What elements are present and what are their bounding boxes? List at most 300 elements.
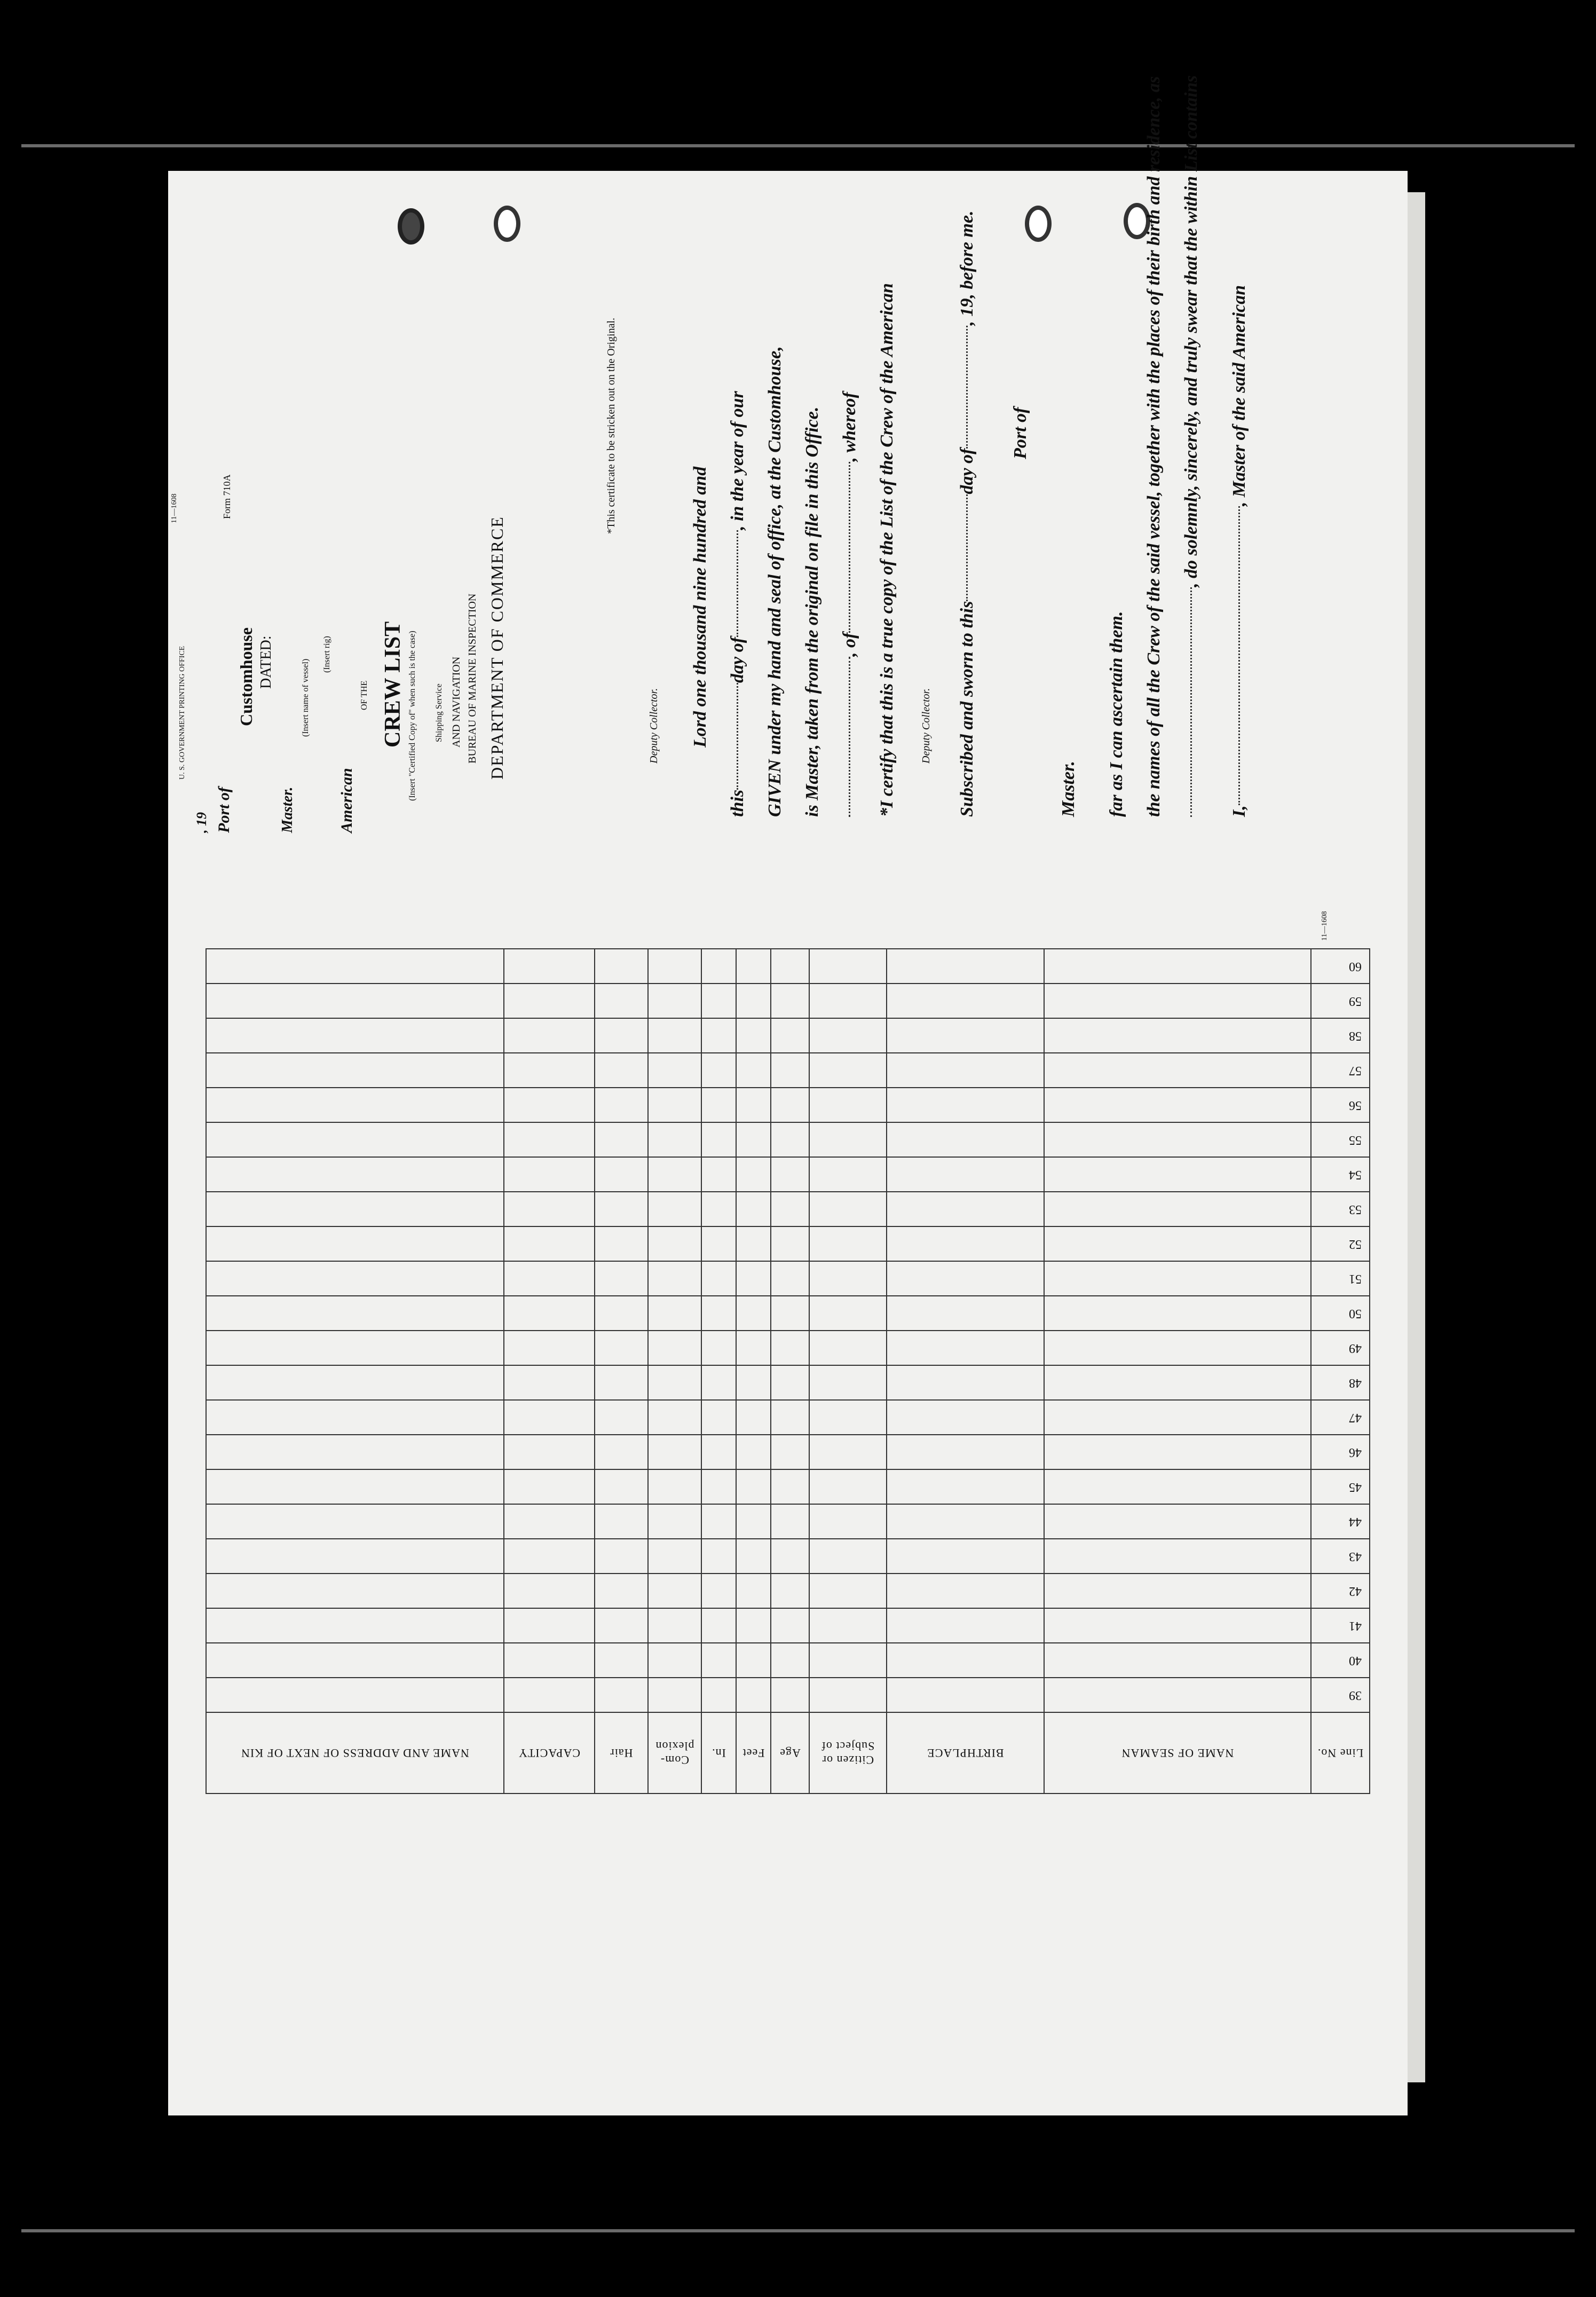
line-number: 41 bbox=[1311, 1608, 1370, 1643]
table-cell bbox=[206, 1018, 504, 1053]
table-cell bbox=[771, 1678, 809, 1712]
table-cell bbox=[887, 1296, 1044, 1331]
table-cell bbox=[771, 1574, 809, 1608]
line-number: 40 bbox=[1311, 1643, 1370, 1678]
table-cell bbox=[504, 1435, 595, 1469]
table-cell bbox=[809, 949, 887, 984]
table-cell bbox=[648, 1539, 701, 1574]
table-cell bbox=[771, 1504, 809, 1539]
crew-table bbox=[168, 945, 1408, 1794]
table-row bbox=[206, 1469, 1370, 1504]
table-row bbox=[206, 1192, 1370, 1226]
crew-list-title: CREW LIST bbox=[381, 621, 405, 748]
table-cell bbox=[504, 1192, 595, 1226]
table-cell bbox=[771, 949, 809, 984]
table-cell bbox=[771, 984, 809, 1018]
table-cell bbox=[736, 1643, 771, 1678]
line-number: 48 bbox=[1311, 1365, 1370, 1400]
table-cell bbox=[736, 949, 771, 984]
table-cell bbox=[595, 949, 648, 984]
table-cell bbox=[206, 1539, 504, 1574]
header-age: Age bbox=[771, 1712, 809, 1793]
table-row bbox=[206, 1435, 1370, 1469]
table-cell bbox=[1044, 984, 1311, 1018]
table-cell bbox=[1044, 1400, 1311, 1435]
line-number: 53 bbox=[1311, 1192, 1370, 1226]
table-cell bbox=[1044, 1574, 1311, 1608]
table-cell bbox=[504, 1261, 595, 1296]
table-cell bbox=[595, 1331, 648, 1365]
table-cell bbox=[771, 1365, 809, 1400]
table-row bbox=[206, 1400, 1370, 1435]
scan-line-top bbox=[21, 144, 1575, 147]
table-cell bbox=[887, 1400, 1044, 1435]
header-birthplace: BIRTHPLACE bbox=[887, 1712, 1044, 1793]
line-number: 57 bbox=[1311, 1053, 1370, 1088]
table-cell bbox=[809, 984, 887, 1018]
table-cell bbox=[809, 1088, 887, 1122]
table-cell bbox=[206, 1643, 504, 1678]
table-cell bbox=[809, 1539, 887, 1574]
table-cell bbox=[206, 1400, 504, 1435]
table-cell bbox=[1044, 1018, 1311, 1053]
table-cell bbox=[809, 1435, 887, 1469]
table-cell bbox=[736, 1053, 771, 1088]
table-cell bbox=[771, 1192, 809, 1226]
table-cell bbox=[736, 1678, 771, 1712]
table-cell bbox=[504, 1018, 595, 1053]
document-page bbox=[168, 75, 1408, 2115]
table-cell bbox=[504, 984, 595, 1018]
line-number: 39 bbox=[1311, 1678, 1370, 1712]
table-cell bbox=[736, 1435, 771, 1469]
table-cell bbox=[701, 1504, 736, 1539]
table-cell bbox=[206, 1678, 504, 1712]
table-cell bbox=[809, 1296, 887, 1331]
table-cell bbox=[771, 1018, 809, 1053]
table-cell bbox=[1044, 1643, 1311, 1678]
print-code: 11—1608 bbox=[170, 493, 178, 523]
table-cell bbox=[648, 1296, 701, 1331]
table-cell bbox=[771, 1296, 809, 1331]
table-cell bbox=[736, 1331, 771, 1365]
cert-line-3: is Master, taken from the original on file in this Office. bbox=[802, 406, 822, 817]
table-cell bbox=[887, 1088, 1044, 1122]
table-cell bbox=[701, 1608, 736, 1643]
table-cell bbox=[504, 1643, 595, 1678]
table-cell bbox=[595, 1157, 648, 1192]
table-cell bbox=[206, 1435, 504, 1469]
table-cell bbox=[504, 1053, 595, 1088]
table-cell bbox=[887, 1192, 1044, 1226]
line-number: 47 bbox=[1311, 1400, 1370, 1435]
table-cell bbox=[887, 1469, 1044, 1504]
cover-panel bbox=[222, 176, 233, 817]
table-cell bbox=[771, 1053, 809, 1088]
table-cell bbox=[887, 1435, 1044, 1469]
header-line-no: Line No. bbox=[1311, 1712, 1370, 1793]
table-row bbox=[206, 1643, 1370, 1678]
table-cell bbox=[504, 1574, 595, 1608]
header-hair: Hair bbox=[595, 1712, 648, 1793]
table-cell bbox=[206, 949, 504, 984]
table-cell bbox=[809, 1192, 887, 1226]
table-cell bbox=[1044, 1088, 1311, 1122]
table-cell bbox=[648, 1088, 701, 1122]
line-number: 56 bbox=[1311, 1088, 1370, 1122]
table-cell bbox=[701, 984, 736, 1018]
table-cell bbox=[701, 1435, 736, 1469]
insert-note: (Insert "Certified Copy of" when such is the case) bbox=[408, 631, 417, 801]
table-cell bbox=[648, 1365, 701, 1400]
table-cell bbox=[771, 1608, 809, 1643]
table-row bbox=[206, 1608, 1370, 1643]
table-cell bbox=[1044, 1365, 1311, 1400]
table-cell bbox=[206, 1261, 504, 1296]
table-cell bbox=[648, 1643, 701, 1678]
table-cell bbox=[648, 1400, 701, 1435]
table-cell bbox=[206, 1331, 504, 1365]
table-row bbox=[206, 1018, 1370, 1053]
table-cell bbox=[595, 1192, 648, 1226]
table-cell bbox=[504, 1331, 595, 1365]
table-cell bbox=[648, 1435, 701, 1469]
table-cell bbox=[595, 1261, 648, 1296]
oath-line-1: I,, Master of the said American bbox=[1229, 285, 1249, 817]
line-number: 55 bbox=[1311, 1122, 1370, 1157]
oath-port: Port of bbox=[1010, 407, 1030, 459]
table-cell bbox=[809, 1574, 887, 1608]
form-number: Form 710A bbox=[222, 474, 232, 519]
table-cell bbox=[206, 1365, 504, 1400]
table-cell bbox=[701, 1365, 736, 1400]
line-number: 52 bbox=[1311, 1226, 1370, 1261]
table-cell bbox=[736, 1365, 771, 1400]
line-number: 51 bbox=[1311, 1261, 1370, 1296]
table-row bbox=[206, 1053, 1370, 1088]
table-cell bbox=[887, 949, 1044, 984]
cert-footnote: *This certificate to be stricken out on the Original. bbox=[605, 318, 617, 534]
oath-line-3: the names of all the Crew of the said vessel, together with the places of their birth and residence, as bbox=[1144, 76, 1164, 817]
table-cell bbox=[736, 1469, 771, 1504]
table-cell bbox=[206, 1192, 504, 1226]
table-cell bbox=[648, 1574, 701, 1608]
bureau-line-2: AND NAVIGATION bbox=[451, 656, 462, 748]
table-cell bbox=[736, 1539, 771, 1574]
table-cell bbox=[504, 1469, 595, 1504]
table-cell bbox=[648, 949, 701, 984]
line-number: 45 bbox=[1311, 1469, 1370, 1504]
table-cell bbox=[887, 1678, 1044, 1712]
table-row bbox=[206, 1574, 1370, 1608]
table-print-code: 11—1608 bbox=[1321, 911, 1329, 941]
oath-sworn: Subscribed and sworn to thisday of, 19, before me. bbox=[957, 210, 977, 817]
table-cell bbox=[887, 1539, 1044, 1574]
table-cell bbox=[595, 1504, 648, 1539]
cover-year: , 19 bbox=[194, 812, 209, 833]
table-cell bbox=[809, 1053, 887, 1088]
table-cell bbox=[1044, 1608, 1311, 1643]
table-cell bbox=[206, 1053, 504, 1088]
table-cell bbox=[701, 1469, 736, 1504]
header-in: In. bbox=[701, 1712, 736, 1793]
table-cell bbox=[701, 1088, 736, 1122]
department-title: DEPARTMENT OF COMMERCE bbox=[487, 516, 507, 780]
oath-master: Master. bbox=[1058, 761, 1078, 817]
table-cell bbox=[701, 1192, 736, 1226]
table-cell bbox=[701, 1122, 736, 1157]
rotated-content bbox=[168, 75, 1408, 2115]
insert-name: (Insert name of vessel) bbox=[301, 658, 310, 737]
cert-deputy: Deputy Collector. bbox=[648, 688, 660, 764]
oath-line-4: far as I can ascertain them. bbox=[1107, 611, 1126, 817]
table-row bbox=[206, 1122, 1370, 1157]
table-cell bbox=[1044, 1261, 1311, 1296]
table-cell bbox=[887, 1226, 1044, 1261]
table-cell bbox=[771, 1331, 809, 1365]
table-cell bbox=[701, 1226, 736, 1261]
cert-line-1: *I certify that this is a true copy of the List of the Crew of the American bbox=[877, 283, 897, 817]
table-cell bbox=[648, 1678, 701, 1712]
table-cell bbox=[701, 1261, 736, 1296]
table-cell bbox=[1044, 1678, 1311, 1712]
table-cell bbox=[771, 1643, 809, 1678]
table-cell bbox=[504, 1226, 595, 1261]
table-cell bbox=[1044, 1539, 1311, 1574]
table-cell bbox=[595, 1088, 648, 1122]
table-cell bbox=[701, 1400, 736, 1435]
table-cell bbox=[595, 1296, 648, 1331]
table-row bbox=[206, 1331, 1370, 1365]
table-cell bbox=[887, 1643, 1044, 1678]
table-cell bbox=[736, 1400, 771, 1435]
line-number: 58 bbox=[1311, 1018, 1370, 1053]
line-number: 50 bbox=[1311, 1296, 1370, 1331]
table-cell bbox=[595, 1122, 648, 1157]
table-cell bbox=[736, 984, 771, 1018]
table-cell bbox=[809, 1469, 887, 1504]
table-cell bbox=[1044, 1157, 1311, 1192]
table-cell bbox=[887, 1261, 1044, 1296]
line-number: 43 bbox=[1311, 1539, 1370, 1574]
line-number: 46 bbox=[1311, 1435, 1370, 1469]
table-row bbox=[206, 1539, 1370, 1574]
scan-line-bottom bbox=[21, 2229, 1575, 2232]
table-cell bbox=[736, 1504, 771, 1539]
table-cell bbox=[1044, 1226, 1311, 1261]
header-feet: Feet bbox=[736, 1712, 771, 1793]
table-row bbox=[206, 984, 1370, 1018]
table-cell bbox=[809, 1504, 887, 1539]
table-cell bbox=[736, 1122, 771, 1157]
table-cell bbox=[771, 1088, 809, 1122]
table-cell bbox=[701, 1643, 736, 1678]
table-cell bbox=[648, 1018, 701, 1053]
table-row bbox=[206, 1157, 1370, 1192]
table-cell bbox=[206, 1296, 504, 1331]
table-cell bbox=[504, 1678, 595, 1712]
table-row bbox=[206, 1226, 1370, 1261]
table-cell bbox=[595, 1643, 648, 1678]
table-cell bbox=[736, 1226, 771, 1261]
line-number: 42 bbox=[1311, 1574, 1370, 1608]
table-cell bbox=[648, 1053, 701, 1088]
table-row bbox=[206, 1088, 1370, 1122]
table-cell bbox=[648, 1122, 701, 1157]
table-cell bbox=[595, 1608, 648, 1643]
header-next-of-kin: NAME AND ADDRESS OF NEXT OF KIN bbox=[206, 1712, 504, 1793]
table-cell bbox=[736, 1192, 771, 1226]
table-cell bbox=[206, 1504, 504, 1539]
cert-line-6: Lord one thousand nine hundred and bbox=[690, 466, 710, 748]
table-cell bbox=[701, 1157, 736, 1192]
table-cell bbox=[887, 1018, 1044, 1053]
table-cell bbox=[206, 1574, 504, 1608]
table-cell bbox=[701, 1539, 736, 1574]
table-cell bbox=[595, 1400, 648, 1435]
table-cell bbox=[736, 1608, 771, 1643]
table-cell bbox=[809, 1331, 887, 1365]
table-cell bbox=[504, 1122, 595, 1157]
table-cell bbox=[887, 1365, 1044, 1400]
table-cell bbox=[771, 1261, 809, 1296]
table-cell bbox=[809, 1365, 887, 1400]
table-cell bbox=[736, 1574, 771, 1608]
table-row bbox=[206, 1504, 1370, 1539]
table-cell bbox=[504, 1504, 595, 1539]
table-cell bbox=[206, 1469, 504, 1504]
cert-line-2: , of, whereof bbox=[841, 392, 859, 817]
table-cell bbox=[595, 1469, 648, 1504]
header-name: NAME OF SEAMAN bbox=[1044, 1712, 1311, 1793]
line-number: 49 bbox=[1311, 1331, 1370, 1365]
table-cell bbox=[736, 1296, 771, 1331]
table-cell bbox=[595, 984, 648, 1018]
table-cell bbox=[809, 1122, 887, 1157]
table-cell bbox=[595, 1574, 648, 1608]
header-complexion: Com- plexion bbox=[648, 1712, 701, 1793]
table-cell bbox=[736, 1261, 771, 1296]
table-cell bbox=[504, 949, 595, 984]
table-cell bbox=[887, 1331, 1044, 1365]
table-cell bbox=[887, 1157, 1044, 1192]
table-cell bbox=[206, 1608, 504, 1643]
bureau-line-1: BUREAU OF MARINE INSPECTION bbox=[467, 593, 478, 764]
oath-section bbox=[168, 75, 1408, 940]
table-cell bbox=[701, 1053, 736, 1088]
table-cell bbox=[809, 1643, 887, 1678]
table-cell bbox=[595, 1018, 648, 1053]
cover-port-of: Port of bbox=[215, 787, 233, 833]
table-cell bbox=[771, 1122, 809, 1157]
table-cell bbox=[809, 1608, 887, 1643]
table-cell bbox=[1044, 1192, 1311, 1226]
table-cell bbox=[1044, 949, 1311, 984]
oath-line-2: , do solemnly, sincerely, and truly swear that the within List contains bbox=[1182, 75, 1200, 817]
table-cell bbox=[206, 1157, 504, 1192]
table-cell bbox=[504, 1088, 595, 1122]
table-cell bbox=[1044, 1469, 1311, 1504]
cover-american: American bbox=[338, 768, 355, 833]
table-cell bbox=[648, 1504, 701, 1539]
table-cell bbox=[809, 1157, 887, 1192]
table-cell bbox=[504, 1157, 595, 1192]
table-cell bbox=[1044, 1435, 1311, 1469]
table-row bbox=[206, 949, 1370, 984]
table-cell bbox=[648, 1157, 701, 1192]
table-cell bbox=[648, 1261, 701, 1296]
table-cell bbox=[504, 1608, 595, 1643]
table-cell bbox=[701, 949, 736, 984]
cover-master: Master. bbox=[279, 786, 296, 833]
table-cell bbox=[595, 1226, 648, 1261]
table-cell bbox=[887, 984, 1044, 1018]
cert-line-5: thisday of, in the year of our bbox=[728, 391, 747, 817]
table-cell bbox=[701, 1018, 736, 1053]
table-cell bbox=[701, 1296, 736, 1331]
table-cell bbox=[1044, 1504, 1311, 1539]
table-cell bbox=[648, 1469, 701, 1504]
printer: U. S. GOVERNMENT PRINTING OFFICE bbox=[178, 646, 186, 780]
table-cell bbox=[771, 1400, 809, 1435]
dated-label: DATED: bbox=[258, 635, 274, 689]
table-cell bbox=[736, 1157, 771, 1192]
line-number: 60 bbox=[1311, 949, 1370, 984]
table-cell bbox=[1044, 1122, 1311, 1157]
table-cell bbox=[648, 1331, 701, 1365]
table-cell bbox=[648, 1192, 701, 1226]
line-number: 54 bbox=[1311, 1157, 1370, 1192]
table-cell bbox=[771, 1226, 809, 1261]
table-cell bbox=[504, 1539, 595, 1574]
table-row bbox=[206, 1365, 1370, 1400]
table-cell bbox=[701, 1678, 736, 1712]
table-cell bbox=[595, 1365, 648, 1400]
table-cell bbox=[595, 1678, 648, 1712]
table-cell bbox=[887, 1574, 1044, 1608]
table-cell bbox=[1044, 1296, 1311, 1331]
oath-deputy: Deputy Collector. bbox=[920, 688, 932, 764]
table-cell bbox=[206, 1088, 504, 1122]
table-cell bbox=[648, 1226, 701, 1261]
header-capacity: CAPACITY bbox=[504, 1712, 595, 1793]
table-cell bbox=[887, 1122, 1044, 1157]
header-citizen: Citizen or Subject of bbox=[809, 1712, 887, 1793]
table-cell bbox=[771, 1539, 809, 1574]
table-cell bbox=[736, 1018, 771, 1053]
table-cell bbox=[504, 1400, 595, 1435]
table-cell bbox=[809, 1018, 887, 1053]
table-cell bbox=[595, 1539, 648, 1574]
table-cell bbox=[595, 1435, 648, 1469]
table-cell bbox=[504, 1296, 595, 1331]
shipping-service: Shipping Service bbox=[434, 683, 444, 742]
cert-line-4: GIVEN under my hand and seal of office, at the Customhouse, bbox=[765, 346, 785, 817]
table-cell bbox=[701, 1331, 736, 1365]
table-cell bbox=[887, 1504, 1044, 1539]
table-cell bbox=[771, 1435, 809, 1469]
line-number: 44 bbox=[1311, 1504, 1370, 1539]
table-cell bbox=[771, 1469, 809, 1504]
table-cell bbox=[701, 1574, 736, 1608]
customhouse-label: Customhouse bbox=[236, 627, 256, 726]
table-cell bbox=[504, 1365, 595, 1400]
table-cell bbox=[809, 1400, 887, 1435]
table-cell bbox=[206, 1226, 504, 1261]
insert-rig: (Insert rig) bbox=[322, 636, 331, 673]
table-cell bbox=[887, 1608, 1044, 1643]
table-cell bbox=[595, 1053, 648, 1088]
